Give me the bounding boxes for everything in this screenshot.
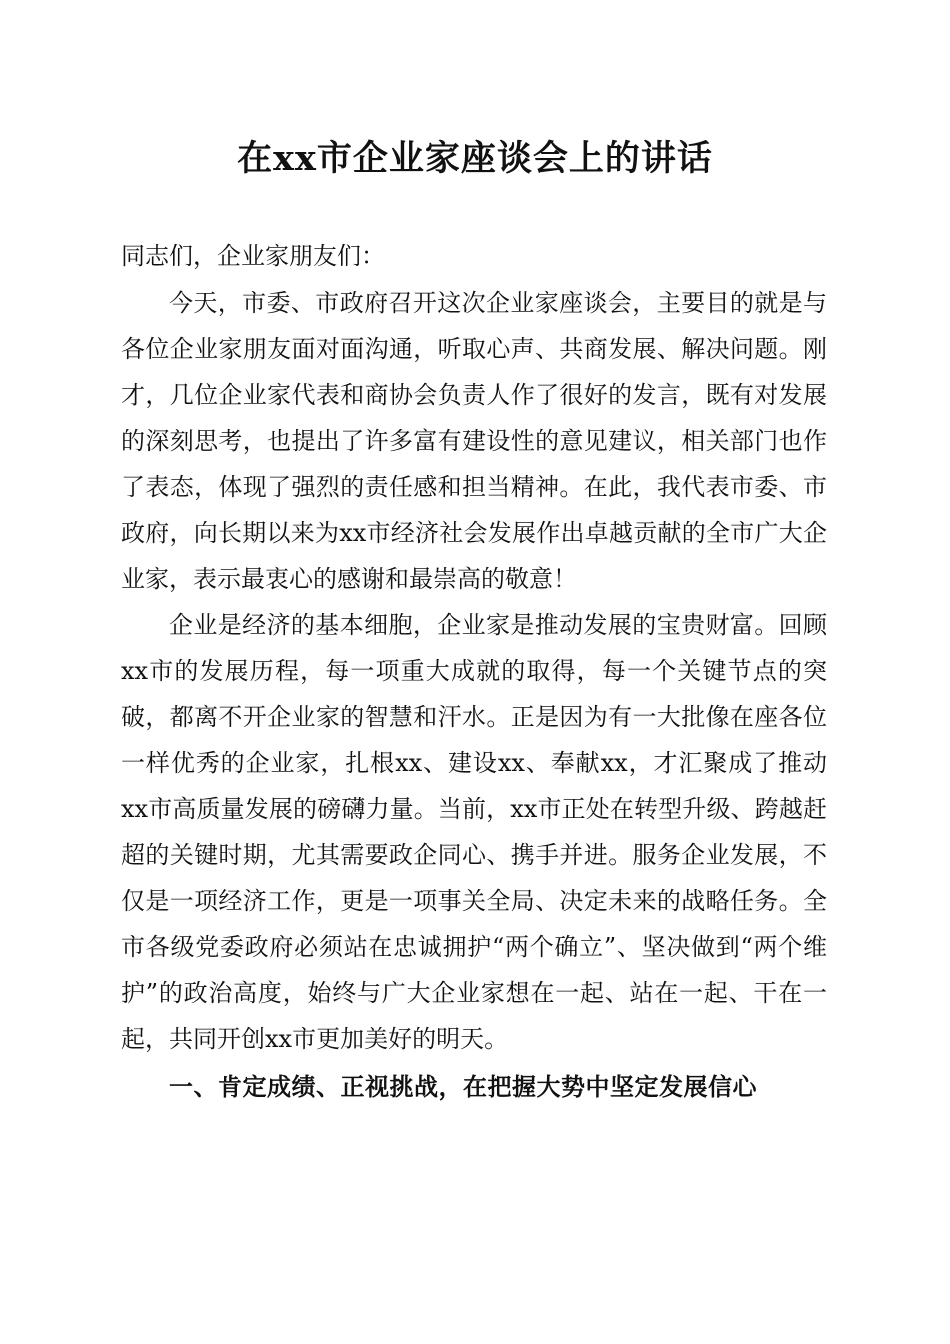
paragraph-2: 企业是经济的基本细胞，企业家是推动发展的宝贵财富。回顾xx市的发展历程，每一项重大成就的取得，每一个关键节点的突破，都离不开企业家的智慧和汗水。正是因为有一大批像在座各位一样优秀的企业家，扎根xx、建设xx、奉献xx，才汇聚成了推动xx市高质量发展的磅礴力量。当前，xx市正处在转型升级、跨越赶超的关键时期，尤其需要政企同心、携手并进。服务企业发展，不仅是一项经济工作，更是一项事关全局、决定未来的战略任务。全市各级党委政府必须站在忠诚拥护“两个确立”、坚决做到“两个维护”的政治高度，始终与广大企业家想在一起、站在一起、干在一起，共同开创xx市更加美好的明天。 bbox=[121, 611, 827, 1053]
document-body bbox=[121, 233, 827, 1110]
section-heading: 一、肯定成绩、正视挑战，在把握大势中坚定发展信心 bbox=[169, 1073, 757, 1101]
paragraph-1: 今天，市委、市政府召开这次企业家座谈会，主要目的就是与各位企业家朋友面对面沟通，听取心声、共商发展、解决问题。刚才，几位企业家代表和商协会负责人作了很好的发言，既有对发展的深刻思考，也提出了许多富有建设性的意见建议，相关部门也作了表态，体现了强烈的责任感和担当精神。在此，我代表市委、市政府，向长期以来为xx市经济社会发展作出卓越贡献的全市广大企业家，表示最衷心的感谢和最崇高的敬意！ bbox=[121, 289, 827, 593]
salutation: 同志们，企业家朋友们： bbox=[121, 242, 385, 270]
document-title: 在xx市企业家座谈会上的讲话 bbox=[237, 138, 713, 179]
